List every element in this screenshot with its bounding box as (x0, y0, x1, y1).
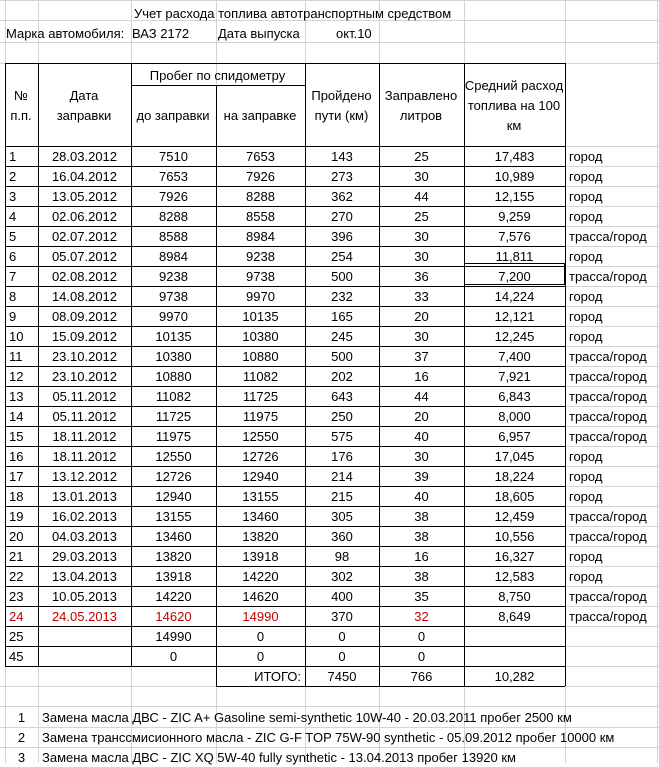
cell-date[interactable]: 02.08.2012 (51, 269, 118, 284)
cell-after[interactable]: 12726 (242, 449, 279, 464)
cell-before[interactable]: 8984 (159, 249, 188, 264)
cell-date[interactable]: 16.02.2013 (51, 509, 118, 524)
cell-note[interactable]: трасса/город (569, 609, 647, 624)
cell-after[interactable]: 12940 (242, 469, 279, 484)
cell-avg[interactable]: 11,811 (495, 249, 534, 264)
cell-num[interactable]: 12 (9, 369, 24, 384)
cell-distance[interactable]: 270 (331, 209, 353, 224)
cell-after[interactable]: 11082 (242, 369, 279, 384)
cell-after[interactable]: 11975 (242, 409, 279, 424)
cell-before[interactable]: 7510 (159, 149, 188, 164)
cell-avg[interactable]: 10,989 (494, 169, 535, 184)
cell-after[interactable]: 13460 (242, 509, 279, 524)
cell-avg[interactable]: 12,245 (494, 329, 535, 344)
cell-fuel[interactable]: 38 (414, 509, 429, 524)
cell-note[interactable]: город (569, 569, 603, 584)
cell-before[interactable]: 7926 (159, 189, 188, 204)
cell-fuel[interactable]: 30 (414, 249, 429, 264)
cell-distance[interactable]: 362 (331, 189, 353, 204)
grid-line (565, 666, 659, 667)
cell-after[interactable]: 0 (256, 629, 265, 644)
cell-distance[interactable]: 202 (331, 369, 353, 384)
cell-note[interactable]: город (569, 249, 603, 264)
cell-before[interactable]: 10380 (155, 349, 192, 364)
cell-date[interactable]: 04.03.2013 (51, 529, 118, 544)
cell-avg[interactable]: 8,649 (498, 609, 531, 624)
cell-fuel[interactable]: 30 (414, 449, 429, 464)
cell-avg[interactable]: 7,576 (498, 229, 531, 244)
cell-fuel[interactable]: 16 (414, 549, 429, 564)
cell-fuel[interactable]: 44 (414, 389, 429, 404)
cell-before[interactable]: 10135 (155, 329, 192, 344)
cell-avg[interactable]: 12,583 (494, 569, 535, 584)
note-number[interactable]: 1 (17, 709, 26, 725)
cell-num[interactable]: 15 (9, 429, 24, 444)
cell-before[interactable]: 14220 (155, 589, 192, 604)
cell-before[interactable]: 12940 (155, 489, 192, 504)
cell-note[interactable]: город (569, 289, 603, 304)
cell-after[interactable]: 7653 (246, 149, 275, 164)
cell-before[interactable]: 11975 (155, 429, 192, 444)
cell-note[interactable] (565, 647, 659, 666)
cell-fuel[interactable]: 30 (414, 329, 429, 344)
cell-note[interactable]: трасса/город (569, 529, 647, 544)
cell-date[interactable]: 13.01.2013 (51, 489, 118, 504)
note-number[interactable]: 3 (17, 749, 26, 765)
cell-distance[interactable]: 302 (331, 569, 353, 584)
grid-line (216, 686, 565, 687)
cell-num[interactable]: 16 (9, 449, 24, 464)
cell-date[interactable]: 28.03.2012 (51, 149, 118, 164)
cell-distance[interactable]: 165 (331, 309, 353, 324)
cell-fuel[interactable]: 44 (414, 189, 429, 204)
cell-note[interactable]: город (569, 449, 603, 464)
cell-note[interactable]: город (569, 309, 603, 324)
cell-date[interactable]: 02.07.2012 (51, 229, 118, 244)
cell-before[interactable]: 9970 (159, 309, 188, 324)
cell-after[interactable]: 14620 (242, 589, 279, 604)
cell-before[interactable]: 14620 (155, 609, 192, 624)
cell-avg[interactable]: 17,483 (494, 149, 535, 164)
cell-note[interactable]: трасса/город (569, 409, 647, 424)
cell-avg[interactable]: 12,459 (494, 509, 535, 524)
selected-cell[interactable] (464, 263, 565, 285)
cell-before[interactable]: 11725 (155, 409, 192, 424)
cell-avg[interactable]: 17,045 (494, 449, 535, 464)
note-text[interactable]: Замена масла ДВС - ZIC XQ 5W-40 fully synthetic - 13.04.2013 пробег 13920 км (42, 749, 516, 765)
cell-fuel[interactable]: 36 (414, 269, 429, 284)
cell-fuel[interactable]: 0 (417, 649, 426, 664)
cell-distance[interactable]: 273 (331, 169, 353, 184)
cell-before[interactable]: 13820 (155, 549, 192, 564)
cell-before[interactable]: 12726 (155, 469, 192, 484)
cell-num[interactable]: 18 (9, 489, 24, 504)
cell-fuel[interactable]: 40 (414, 489, 429, 504)
cell-note[interactable]: трасса/город (569, 269, 647, 284)
cell-num[interactable]: 45 (9, 649, 24, 664)
cell-num[interactable]: 1 (9, 149, 17, 164)
cell-fuel[interactable]: 32 (414, 609, 429, 624)
cell-fuel[interactable]: 25 (414, 209, 429, 224)
cell-before[interactable]: 9238 (159, 269, 188, 284)
cell-note[interactable]: город (569, 329, 603, 344)
cell-avg[interactable]: 18,224 (494, 469, 535, 484)
cell-num[interactable]: 13 (9, 389, 24, 404)
cell-date[interactable]: 13.12.2012 (51, 469, 118, 484)
cell-date[interactable]: 18.11.2012 (52, 449, 117, 464)
cell-num[interactable]: 6 (9, 249, 17, 264)
cell-after[interactable]: 7926 (246, 169, 275, 184)
cell-num[interactable]: 23 (9, 589, 24, 604)
cell-date[interactable]: 08.09.2012 (51, 309, 118, 324)
cell-note[interactable]: город (569, 209, 603, 224)
cell-num[interactable]: 7 (9, 269, 17, 284)
cell-after[interactable]: 10380 (242, 329, 279, 344)
header-avg[interactable]: Средний расход топлива на 100 км (464, 78, 564, 133)
cell-avg[interactable]: 7,921 (498, 369, 531, 384)
header-fuel[interactable]: Заправлено литров (384, 88, 458, 123)
cell-date[interactable]: 05.11.2012 (52, 389, 117, 404)
make-value[interactable]: ВАЗ 2172 (132, 26, 190, 41)
cell-date[interactable] (38, 647, 131, 666)
cell-note[interactable] (565, 627, 659, 646)
cell-before[interactable]: 13460 (155, 529, 192, 544)
cell-date[interactable]: 18.11.2012 (52, 429, 117, 444)
cell-avg[interactable] (464, 647, 565, 666)
cell-date[interactable]: 02.06.2012 (51, 209, 118, 224)
cell-before[interactable]: 12550 (155, 449, 192, 464)
cell-avg[interactable]: 18,605 (494, 489, 535, 504)
cell-note[interactable]: город (569, 169, 603, 184)
cell-num[interactable]: 17 (9, 469, 24, 484)
cell-before[interactable]: 14990 (155, 629, 192, 644)
cell-fuel[interactable]: 30 (414, 229, 429, 244)
cell-num[interactable]: 21 (9, 549, 24, 564)
cell-note[interactable]: трасса/город (569, 349, 647, 364)
cell-num[interactable]: 20 (9, 529, 24, 544)
cell-before[interactable]: 7653 (159, 169, 188, 184)
cell-distance[interactable]: 214 (331, 469, 353, 484)
cell-date[interactable]: 24.05.2013 (51, 609, 118, 624)
cell-distance[interactable]: 643 (331, 389, 353, 404)
cell-after[interactable]: 10880 (242, 349, 279, 364)
cell-distance[interactable]: 0 (338, 629, 346, 644)
release-date-value[interactable]: окт.10 (336, 26, 372, 41)
cell-avg[interactable]: 7,400 (498, 349, 531, 364)
cell-distance[interactable]: 400 (331, 589, 353, 604)
cell-note[interactable]: город (569, 189, 603, 204)
cell-before[interactable]: 13918 (155, 569, 192, 584)
cell-distance[interactable]: 98 (334, 549, 350, 564)
cell-note[interactable]: город (569, 489, 603, 504)
cell-num[interactable]: 9 (9, 309, 17, 324)
total-fuel[interactable]: 766 (410, 668, 433, 684)
header-date[interactable]: Дата заправки (56, 88, 112, 123)
cell-distance[interactable]: 215 (331, 489, 353, 504)
cell-fuel[interactable]: 37 (414, 349, 429, 364)
cell-fuel[interactable]: 16 (414, 369, 429, 384)
cell-distance[interactable]: 370 (331, 609, 353, 624)
cell-after[interactable]: 10135 (242, 309, 279, 324)
cell-fuel[interactable]: 39 (414, 469, 429, 484)
cell-num[interactable]: 3 (9, 189, 17, 204)
cell-before[interactable]: 0 (169, 649, 178, 664)
cell-before[interactable]: 13155 (155, 509, 192, 524)
cell-after[interactable]: 0 (256, 649, 265, 664)
make-label[interactable]: Марка автомобиля: (6, 26, 125, 41)
cell-note[interactable]: трасса/город (569, 429, 647, 444)
grid-line (5, 63, 565, 64)
cell-num[interactable]: 22 (9, 569, 24, 584)
cell-avg[interactable]: 6,843 (498, 389, 531, 404)
cell-fuel[interactable]: 38 (414, 569, 429, 584)
cell-avg[interactable]: 8,750 (498, 589, 531, 604)
cell-avg[interactable]: 9,259 (498, 209, 531, 224)
total-distance[interactable]: 7450 (327, 668, 357, 684)
cell-avg[interactable]: 6,957 (498, 429, 531, 444)
cell-avg[interactable]: 16,327 (494, 549, 535, 564)
cell-num[interactable]: 10 (9, 329, 24, 344)
cell-note[interactable]: трасса/город (569, 389, 647, 404)
cell-before[interactable]: 11082 (155, 389, 192, 404)
cell-after[interactable]: 11725 (242, 389, 279, 404)
cell-distance[interactable]: 143 (331, 149, 353, 164)
cell-avg[interactable] (464, 627, 565, 646)
cell-date[interactable]: 16.04.2012 (51, 169, 118, 184)
header-num[interactable]: № п.п. (10, 88, 32, 123)
total-label[interactable]: ИТОГО: (254, 668, 301, 684)
cell-distance[interactable]: 575 (331, 429, 353, 444)
header-distance[interactable]: Пройдено пути (км) (311, 88, 372, 123)
cell-after[interactable]: 8984 (246, 229, 275, 244)
grid-line (565, 666, 566, 686)
cell-fuel[interactable]: 0 (417, 629, 426, 644)
cell-distance[interactable]: 305 (331, 509, 353, 524)
cell-date[interactable]: 14.08.2012 (51, 289, 118, 304)
cell-fuel[interactable]: 40 (414, 429, 429, 444)
cell-num[interactable]: 25 (9, 629, 24, 644)
cell-before[interactable]: 10880 (155, 369, 192, 384)
header-after[interactable]: на заправке (223, 108, 297, 123)
cell-distance[interactable]: 360 (331, 529, 353, 544)
cell-date[interactable] (38, 627, 131, 646)
cell-after[interactable]: 13155 (242, 489, 279, 504)
cell-num[interactable]: 5 (9, 229, 17, 244)
cell-num[interactable]: 19 (9, 509, 24, 524)
cell-note[interactable]: трасса/город (569, 589, 647, 604)
cell-fuel[interactable]: 20 (414, 309, 429, 324)
cell-after[interactable]: 13918 (242, 549, 279, 564)
cell-after[interactable]: 14990 (242, 609, 279, 624)
cell-date[interactable]: 10.05.2013 (51, 589, 118, 604)
cell-note[interactable]: трасса/город (569, 369, 647, 384)
cell-date[interactable]: 23.10.2012 (51, 349, 118, 364)
cell-avg[interactable]: 12,121 (494, 309, 535, 324)
cell-after[interactable]: 8558 (246, 209, 275, 224)
cell-fuel[interactable]: 38 (414, 529, 429, 544)
sheet-title[interactable]: Учет расхода топлива автотранспортным средством (134, 6, 452, 21)
cell-num[interactable]: 4 (9, 209, 17, 224)
cell-date[interactable]: 15.09.2012 (51, 329, 118, 344)
cell-avg[interactable]: 8,000 (498, 409, 531, 424)
cell-distance[interactable]: 0 (338, 649, 346, 664)
cell-note[interactable]: трасса/город (569, 509, 647, 524)
cell-after[interactable]: 8288 (246, 189, 275, 204)
cell-after[interactable]: 12550 (242, 429, 279, 444)
cell-fuel[interactable]: 25 (414, 149, 429, 164)
cell-date[interactable]: 29.03.2013 (51, 549, 118, 564)
cell-after[interactable]: 9970 (246, 289, 275, 304)
cell-before[interactable]: 8588 (159, 229, 188, 244)
note-text[interactable]: Замена масла ДВС - ZIC A+ Gasoline semi-synthetic 10W-40 - 20.03.2011 пробег 2500 км (42, 709, 572, 725)
cell-after[interactable]: 14220 (242, 569, 279, 584)
cell-fuel[interactable]: 35 (414, 589, 429, 604)
cell-date[interactable]: 05.11.2012 (52, 409, 117, 424)
cell-before[interactable]: 9738 (159, 289, 188, 304)
total-avg[interactable]: 10,282 (494, 668, 535, 684)
grid-line (0, 0, 659, 1)
cell-before[interactable]: 8288 (159, 209, 188, 224)
cell-avg[interactable]: 10,556 (494, 529, 535, 544)
note-text[interactable]: Замена трансcмисионного масла - ZIC G-F TOP 75W-90 synthetic - 05.09.2012 пробег 10000 км (42, 729, 615, 745)
cell-after[interactable]: 13820 (242, 529, 279, 544)
cell-distance[interactable]: 176 (331, 449, 353, 464)
cell-num[interactable]: 14 (9, 409, 24, 424)
cell-date[interactable]: 13.05.2012 (51, 189, 118, 204)
header-mileage-group[interactable]: Пробег по спидометру (149, 67, 286, 83)
cell-after[interactable]: 9738 (246, 269, 275, 284)
release-date-label[interactable]: Дата выпуска (218, 26, 300, 41)
cell-after[interactable]: 9238 (246, 249, 275, 264)
cell-avg[interactable]: 14,224 (494, 289, 535, 304)
cell-distance[interactable]: 500 (331, 349, 353, 364)
cell-num[interactable]: 8 (9, 289, 17, 304)
cell-fuel[interactable]: 33 (414, 289, 429, 304)
note-number[interactable]: 2 (17, 729, 26, 745)
cell-note[interactable]: город (569, 469, 603, 484)
cell-distance[interactable]: 250 (331, 409, 353, 424)
cell-avg[interactable]: 12,155 (494, 189, 535, 204)
cell-distance[interactable]: 245 (331, 329, 353, 344)
cell-distance[interactable]: 254 (331, 249, 353, 264)
cell-note[interactable]: трасса/город (569, 229, 647, 244)
cell-note[interactable]: город (569, 549, 603, 564)
cell-num[interactable]: 2 (9, 169, 17, 184)
cell-date[interactable]: 05.07.2012 (51, 249, 118, 264)
cell-distance[interactable]: 500 (331, 269, 353, 284)
cell-date[interactable]: 13.04.2013 (51, 569, 118, 584)
cell-distance[interactable]: 396 (331, 229, 353, 244)
cell-avg[interactable]: 7,200 (498, 269, 531, 284)
cell-date[interactable]: 23.10.2012 (51, 369, 118, 384)
cell-fuel[interactable]: 20 (414, 409, 429, 424)
cell-num[interactable]: 24 (9, 609, 24, 624)
header-before[interactable]: до заправки (136, 108, 210, 123)
cell-num[interactable]: 11 (9, 349, 23, 364)
cell-distance[interactable]: 232 (331, 289, 353, 304)
cell-fuel[interactable]: 30 (414, 169, 429, 184)
cell-note[interactable]: город (569, 149, 603, 164)
